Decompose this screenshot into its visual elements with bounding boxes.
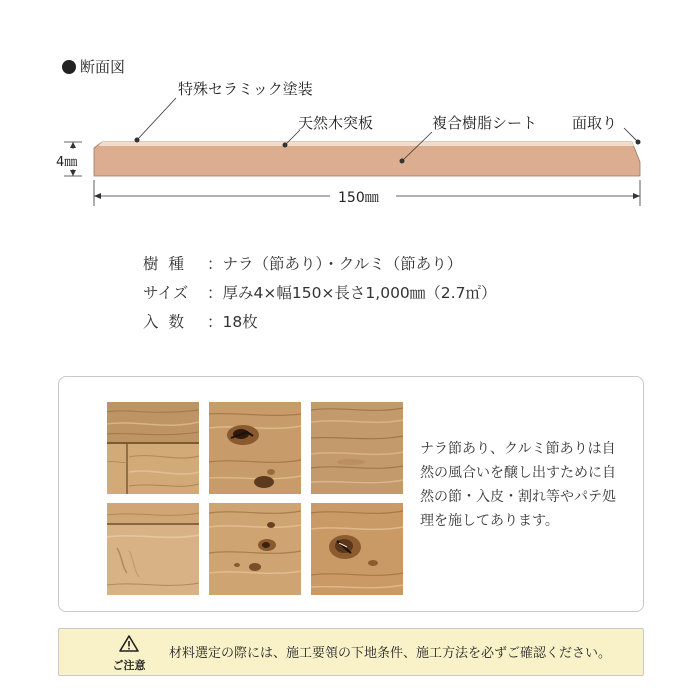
spec-row-size (143, 279, 496, 308)
spec-value: ：ナラ（節あり）・クルミ（節あり） (207, 255, 463, 273)
knot-description: ナラ節あり、クルミ節ありは自然の風合いを醸し出すために自然の節・入皮・割れ等やパテ処理を施してあります。 (420, 441, 616, 529)
wood-sample-photo (311, 402, 403, 494)
veneer-layer (98, 142, 634, 146)
sheet-dot (400, 159, 405, 164)
chamfer-dot (636, 140, 641, 145)
spec-key: 入数 (143, 313, 195, 331)
board-cross-section (94, 142, 640, 176)
caution-heading (109, 635, 149, 673)
caution-bar (58, 628, 644, 676)
thickness-label: 4㎜ (56, 155, 78, 170)
caution-text: 材料選定の際には、施工要領の下地条件、施工方法を必ずご確認ください。 (169, 646, 612, 661)
spec-value: ：18枚 (207, 313, 258, 331)
wood-sample-photo (107, 503, 199, 595)
coating-leader (137, 98, 176, 140)
thickness-arrow-down-icon (70, 170, 76, 176)
width-arrow-right-icon (633, 193, 640, 199)
spec-row-species (143, 250, 496, 279)
wood-sample-photo (209, 503, 301, 595)
wood-sample-photo (209, 402, 301, 494)
coating-label: 特殊セラミック塗装 (178, 80, 313, 98)
section-title: 断面図 (80, 58, 126, 76)
wood-sample-photo (311, 503, 403, 595)
wood-sample-photo (107, 402, 199, 494)
spec-key: サイズ (143, 284, 189, 302)
spec-key: 樹種 (143, 255, 195, 273)
veneer-label: 天然木突板 (298, 114, 374, 132)
coating-dot (135, 138, 140, 143)
caution-label: ご注意 (112, 659, 146, 672)
width-label: 150㎜ (338, 190, 379, 206)
width-arrow-left-icon (94, 193, 101, 199)
veneer-dot (283, 143, 288, 148)
sheet-label: 複合樹脂シート (432, 114, 538, 132)
warning-icon (119, 635, 139, 652)
thickness-arrow-up-icon (70, 142, 76, 148)
chamfer-leader (624, 128, 638, 142)
spec-value: ：厚み4×幅150×長さ1,000㎜（2.7㎡） (207, 284, 497, 302)
chamfer-label: 面取り (572, 114, 618, 132)
spec-list (143, 250, 496, 337)
spec-row-quantity (143, 308, 496, 337)
